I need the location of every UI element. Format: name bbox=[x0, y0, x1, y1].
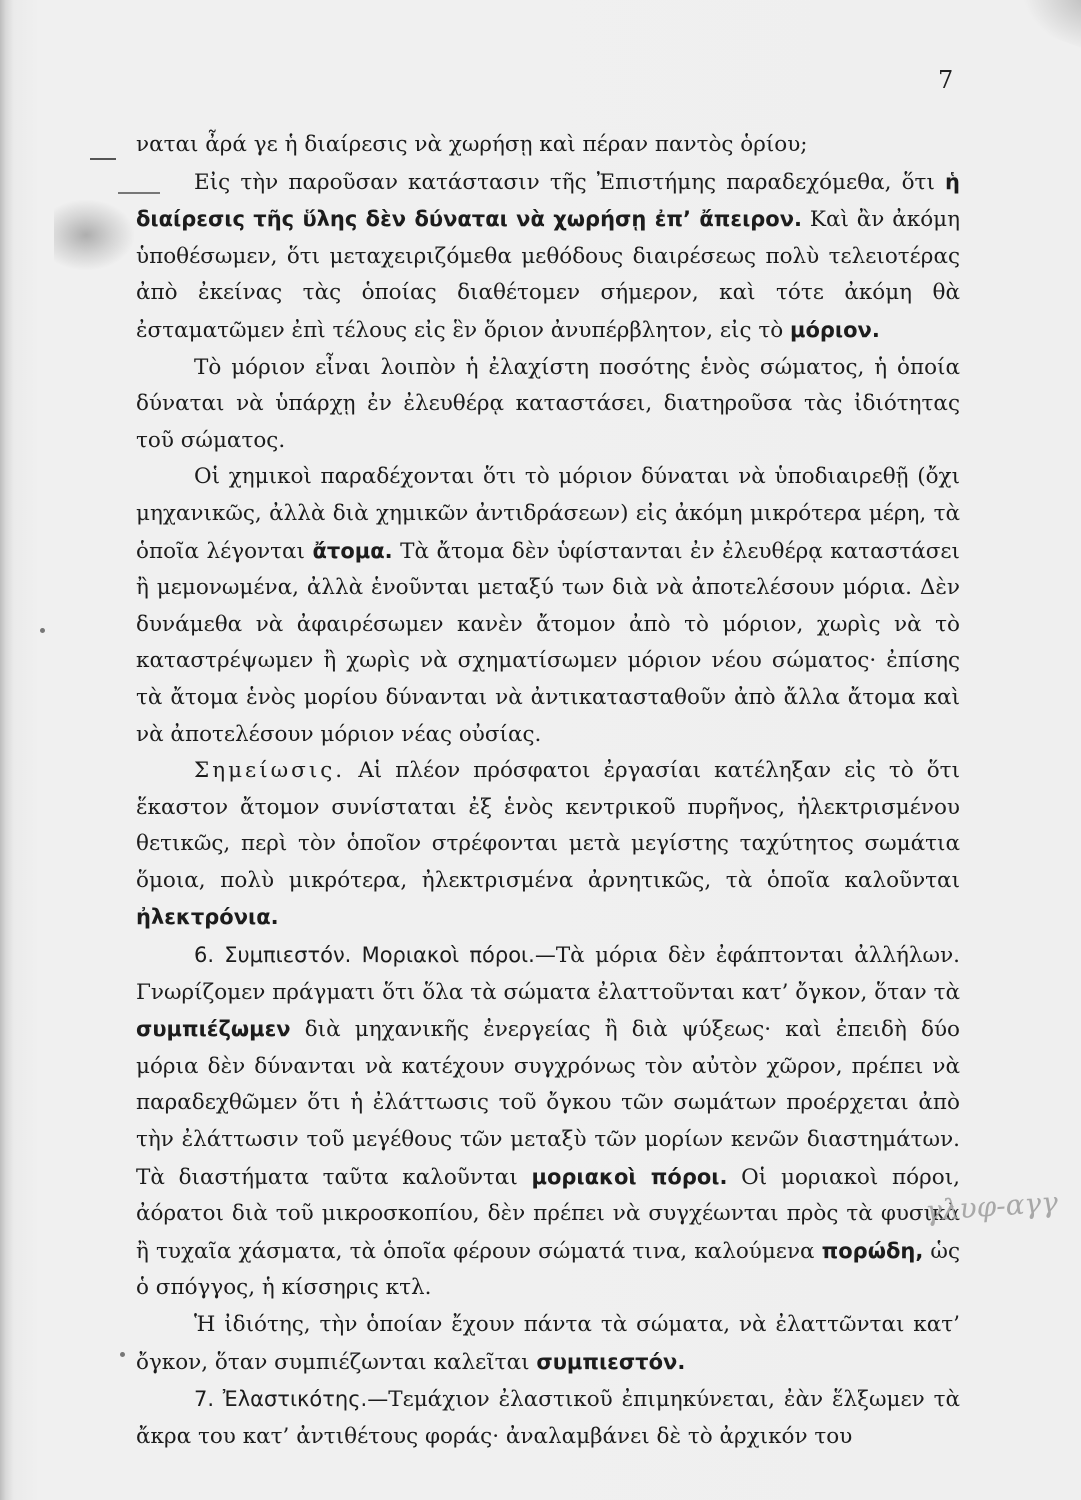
ink-speck bbox=[120, 1352, 125, 1357]
text-segment-normal: Τὰ μόρια δὲν ἐφάπτονται ἀλλήλων. Γνωρίζομεν πράγματι ὅτι ὅλα τὰ σώματα ἐλαττοῦνται κατ’ ὄγκον, ὅταν τὰ bbox=[136, 943, 960, 1005]
text-segment-bold: ἄτομα. bbox=[312, 538, 393, 563]
text-segment-normal: Τὸ μόριον εἶναι λοιπὸν ἡ ἐλαχίστη ποσότης ἑνὸς σώματος, ἡ ὁποία δύναται νὰ ὑπάρχῃ ἐν ἐλευθέρᾳ καταστάσει, διατηροῦσα τὰς ἰδιότητας τοῦ σώματος. bbox=[136, 354, 960, 453]
paragraph bbox=[136, 350, 960, 460]
text-segment-normal: Καὶ ἂν ἀκόμη ὑποθέσωμεν, ὅτι μεταχειριζόμεθα μεθόδους διαιρέσεως πολὺ τελειοτέρας ἀπὸ ἐκείνας τὰς ὁποίας διαθέτομεν σήμερον, καὶ τότε ἀκόμη θὰ ἐσταματῶμεν ἐπὶ τέλους εἰς ἓν ὅριον ἀνυπέρβλητον, εἰς τὸ bbox=[136, 207, 961, 343]
text-segment-normal: Οἱ μοριακοὶ πόροι, ἀόρατοι διὰ τοῦ μικροσκοπίου, δὲν πρέπει νὰ συγχέωνται πρὸς τὰ φυσικὰ ἢ τυχαῖα χάσματα, τὰ ὁποῖα φέρουν σώματά τινα, καλούμενα bbox=[136, 1164, 960, 1264]
paragraph bbox=[136, 127, 960, 164]
page-corner-fold bbox=[1012, 0, 1081, 53]
text-segment-sans: 7. Ἐλαστικότης.— bbox=[194, 1387, 389, 1412]
note-paragraph bbox=[136, 753, 960, 937]
text-segment-bold: ἠλεκτρόνια. bbox=[136, 905, 279, 930]
ink-speck bbox=[40, 628, 45, 633]
margin-dash-mark bbox=[90, 158, 116, 160]
text-segment-bold: πορώδη, bbox=[821, 1238, 924, 1263]
paragraph bbox=[136, 459, 960, 753]
text-segment-bold: μόριον. bbox=[790, 317, 880, 342]
text-segment-normal: Οἱ χημικοὶ παραδέχονται ὅτι τὸ μόριον δύναται νὰ ὑποδιαιρεθῇ (ὄχι μηχανικῶς, ἀλλὰ διὰ χημικῶν ἀντιδράσεων) εἰς ἀκόμη μικρότερα μέρη, τὰ ὁποῖα λέγονται bbox=[136, 464, 960, 564]
page-number: 7 bbox=[938, 66, 954, 94]
text-segment-normal: Ἡ ἰδιότης, τὴν ὁποίαν ἔχουν πάντα τὰ σώματα, νὰ ἐλαττῶνται κατ’ ὄγκον, ὅταν συμπιέζωνται καλεῖται bbox=[136, 1312, 960, 1375]
text-segment-normal: Τὰ ἄτομα δὲν ὑφίστανται ἐν ἐλευθέρᾳ καταστάσει ἢ μεμονωμένα, ἀλλὰ ἑνοῦνται μεταξύ των διὰ νὰ ἀποτελέσουν μόρια. Δὲν δυνάμεθα νὰ ἀφαιρέσωμεν κανὲν ἄτομον ἀπὸ τὸ μόριον, χωρὶς νὰ τὸ καταστρέψωμεν ἢ χωρὶς νὰ σχηματίσωμεν μόριον νέου σώματος· ἐπίσης τὰ ἄτομα ἑνὸς μορίου δύνανται νὰ ἀντικατασταθοῦν ἀπὸ ἄλλα ἄτομα καὶ νὰ ἀποτελέσουν μόριον νέας οὐσίας. bbox=[136, 538, 960, 747]
paragraph bbox=[136, 1307, 960, 1381]
text-segment-normal: Εἰς τὴν παροῦσαν κατάστασιν τῆς Ἐπιστήμης παραδεχόμεθα, ὅτι bbox=[194, 169, 946, 195]
text-segment-bold: ἡ διαίρεσις τῆς ὕλης δὲν δύναται νὰ χωρήσῃ ἐπ’ ἄπειρον. bbox=[136, 169, 960, 232]
text-segment-normal: διὰ μηχανικῆς ἐνεργείας ἢ διὰ ψύξεως· καὶ ἐπειδὴ δύο μόρια δὲν δύνανται νὰ κατέχουν συγχρόνως τὸν αὐτὸν χῶρον, πρέπει νὰ παραδεχθῶμεν ὅτι ἡ ἐλάττωσις τοῦ ὄγκου τῶν σωμάτων προέρχεται ἀπὸ τὴν ἐλάττωσιν τοῦ μεγέθους τῶν μεταξὺ τῶν μορίων κενῶν διαστημάτων. Τὰ διαστήματα ταῦτα καλοῦνται bbox=[136, 1017, 960, 1190]
library-stamp-smudge bbox=[54, 200, 134, 270]
handwritten-margin-note: γλυφ-αγγ bbox=[924, 1185, 1059, 1228]
text-segment-normal: Τεμάχιον ἐλαστικοῦ ἐπιμηκύνεται, ἐὰν ἕλξωμεν τὰ ἄκρα του κατ’ ἀντιθέτους φοράς· ἀναλαμβάνει δὲ τὸ ἀρχικόν του bbox=[136, 1387, 960, 1449]
section-paragraph bbox=[136, 1381, 960, 1455]
text-segment-bold: συμπιέζωμεν bbox=[136, 1017, 291, 1042]
text-segment-normal: ὡς ὁ σπόγγος, ἡ κίσσηρις κτλ. bbox=[136, 1238, 960, 1301]
text-segment-normal: Αἱ πλέον πρόσφατοι ἐργασίαι κατέληξαν εἰς τὸ ὅτι ἕκαστον ἄτομον συνίσταται ἐξ ἑνὸς κεντρικοῦ πυρῆνος, ἠλεκτρισμένου θετικῶς, περὶ τὸν ὁποῖον στρέφονται μετὰ μεγίστης ταχύτητος σωμάτια ὅμοια, πολὺ μικρότερα, ἠλεκτρισμένα ἀρνητικῶς, τὰ ὁποῖα καλοῦνται bbox=[136, 758, 960, 893]
body-text bbox=[136, 127, 960, 1455]
section-paragraph bbox=[136, 937, 960, 1307]
text-segment-bold: μοριακοὶ πόροι. bbox=[531, 1164, 728, 1189]
paragraph bbox=[136, 164, 960, 350]
text-segment-sans: 6. Συμπιεστόν. Μοριακοὶ πόροι.— bbox=[194, 943, 556, 968]
text-segment-bold: συμπιεστόν. bbox=[536, 1349, 686, 1374]
text-segment-normal: ναται ἆρά γε ἡ διαίρεσις νὰ χωρήσῃ καὶ πέραν παντὸς ὁρίου; bbox=[136, 132, 808, 157]
text-segment-spaced: Σημείωσις. bbox=[194, 758, 346, 784]
